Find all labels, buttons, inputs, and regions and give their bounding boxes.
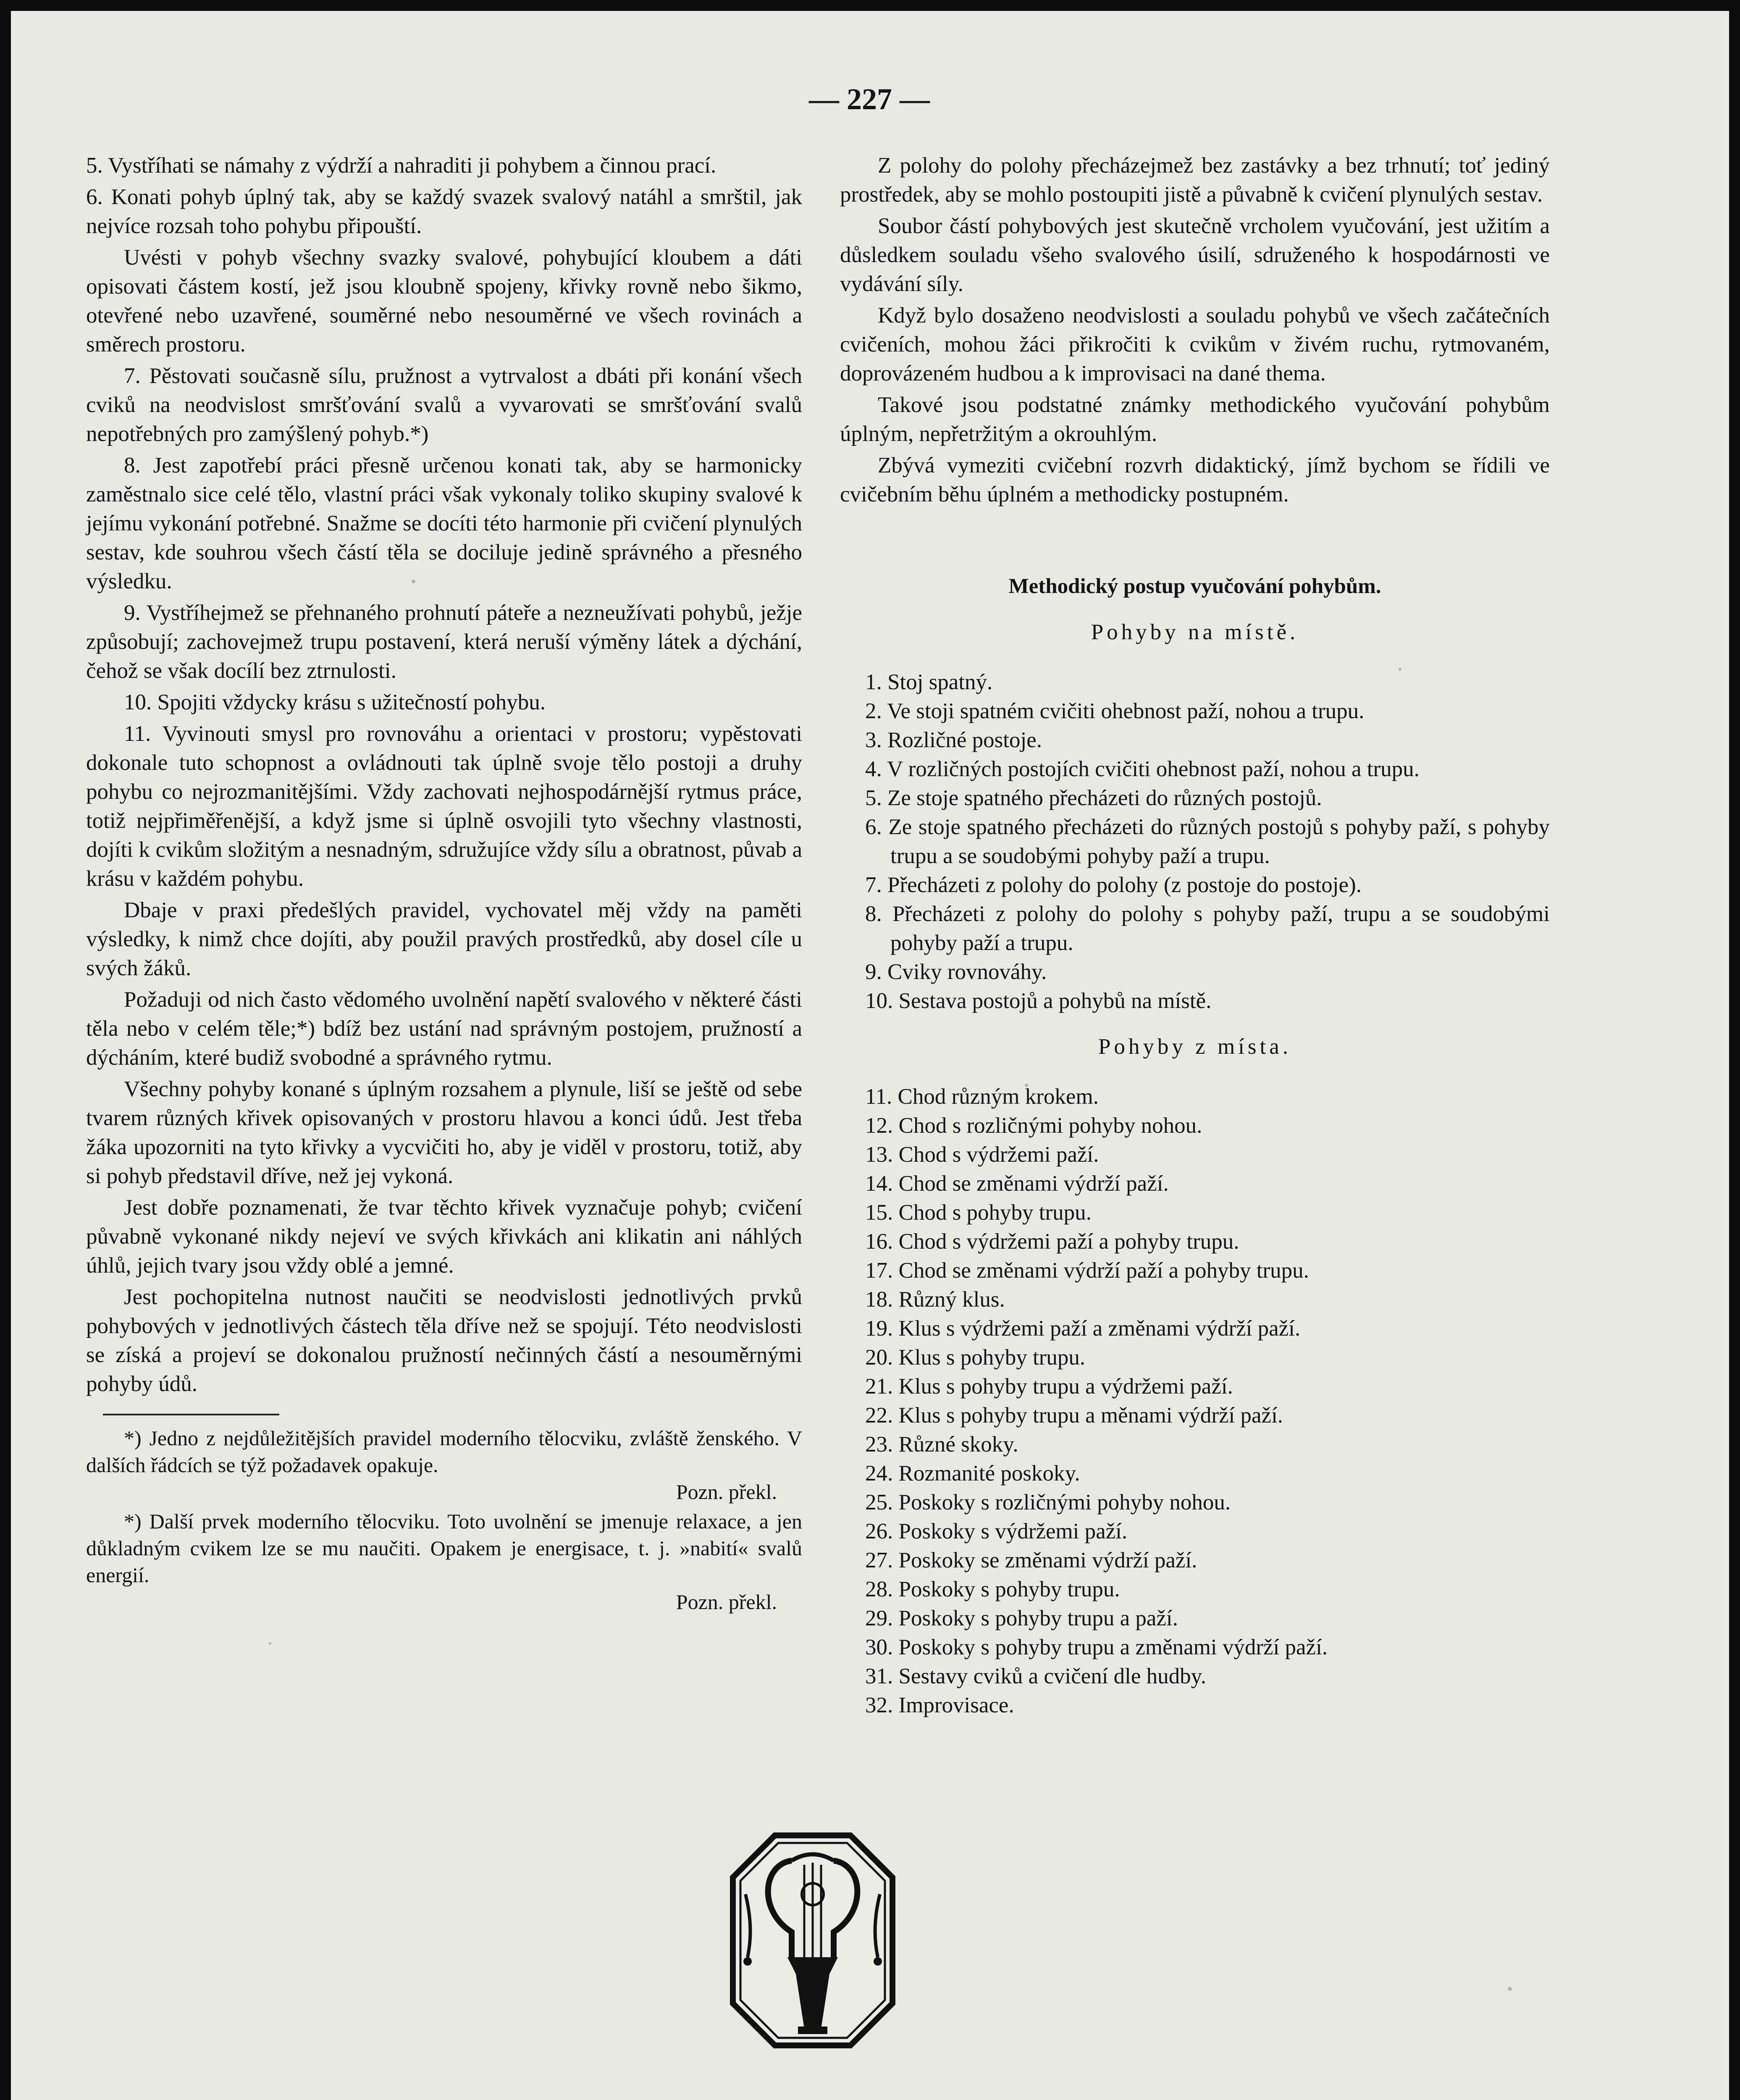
list-item: 25. Poskoky s rozličnými pohyby nohou. — [865, 1490, 1231, 1515]
right-column — [840, 151, 1550, 1720]
right-paragraph: Zbývá vymeziti cvičební rozvrh didaktický, jímž bychom se řídili ve cvičebním běhu úplném a methodicky postupném. — [840, 453, 1550, 507]
list-item: 7. Přecházeti z polohy do polohy (z postoje do postoje). — [865, 873, 1362, 897]
list-item: 9. Cviky rovnováhy. — [865, 960, 1047, 984]
footnote-signature: Pozn. překl. — [676, 1590, 777, 1614]
left-paragraph: 6. Konati pohyb úplný tak, aby se každý svazek svalový natáhl a smrštil, jak nejvíce rozsah toho pohybu připouští. — [86, 185, 802, 238]
list-item: 13. Chod s výdržemi paží. — [865, 1142, 1099, 1167]
list-item: 15. Chod s pohyby trupu. — [865, 1200, 1092, 1225]
list-item: 23. Různé skoky. — [865, 1432, 1018, 1457]
list-item: 12. Chod s rozličnými pohyby nohou. — [865, 1113, 1202, 1138]
page-number: — 227 — — [809, 82, 930, 116]
list-item: 22. Klus s pohyby trupu a měnami výdrží paží. — [865, 1403, 1283, 1428]
footnote-2 — [86, 1508, 802, 1615]
paper-speck — [1399, 668, 1401, 671]
left-paragraph: 7. Pěstovati současně sílu, pružnost a vytrvalost a dbáti při konání všech cviků na neodvislost smršťování svalů a vyvarovati se smršťování svalů nepotřebných pro zamýšlený pohyb.*) — [86, 364, 802, 446]
paper-speck — [269, 1642, 271, 1645]
left-paragraph: Všechny pohyby konané s úplným rozsahem a plynule, liší se ještě od sebe tvarem různých křivek opisovaných v prostoru hlavou a konci údů. Jest třeba žáka upozorniti na tyto křivky a vycvičiti ho, aby je viděl v prostoru, totiž, aby si pohyb představil dříve, než jej vykoná. — [86, 1077, 802, 1188]
right-paragraph: Takové jsou podstatné známky methodického vyučování pohybům úplným, nepřetržitým a okrouhlým. — [840, 393, 1550, 446]
paper-speck — [1508, 1987, 1512, 1991]
list-item: 27. Poskoky se změnami výdrží paží. — [865, 1548, 1197, 1572]
left-paragraph: 9. Vystříhejmež se přehnaného prohnutí páteře a nezneužívati pohybů, ježje způsobují; zachovejmež trupu postavení, která neruší výměny látek a dýchání, čehož se však docílí bez ztrnulosti. — [86, 601, 802, 683]
left-paragraph: 5. Vystříhati se námahy z výdrží a nahraditi ji pohybem a činnou prací. — [86, 153, 716, 178]
list-item: 19. Klus s výdržemi paží a změnami výdrží paží. — [865, 1316, 1301, 1341]
exercise-list-from-place — [840, 1082, 1550, 1720]
list-item: 8. Přecházeti z polohy do polohy s pohyby paží, trupu a se soudobými pohyby paží a trupu. — [865, 902, 1550, 955]
list-item: 3. Rozličné postoje. — [865, 728, 1042, 752]
left-paragraph: 11. Vyvinouti smysl pro rovnováhu a orientaci v prostoru; vypěstovati dokonale tuto schopnost a ovládnouti tak úplně svoje tělo postoji a druhy pohybu co nejrozmanitějšími. Vždy zachovati nejhospodárnější rytmus práce, totiž nejpřiměřenější, a když jsme si úplně osvojili tyto všechny vlastnosti, dojíti k cvikům složitým a nesnadným, sdružujíce vždy sílu a obratnost, půvab a krásu v každém pohybu. — [86, 722, 802, 891]
left-paragraph: Uvésti v pohyb všechny svazky svalové, pohybující kloubem a dáti opisovati částem kostí, jež jsou kloubně spojeny, křivky rovně nebo šikmo, otevřené nebo uzavřené, souměrné nebo nesouměrné ve všech rovinách a směrech prostoru. — [86, 245, 802, 357]
list-item: 26. Poskoky s výdržemi paží. — [865, 1519, 1128, 1544]
subheading-on-place: Pohyby na místě. — [1091, 620, 1299, 644]
footnote-text: *) Další prvek moderního tělocviku. Toto uvolnění se jmenuje relaxace, a jen důkladným cvikem lze se mu naučiti. Opakem je energisace, t. j. »nabití« svalů energií. — [86, 1509, 802, 1587]
paper-speck — [1025, 1084, 1028, 1087]
paper-speck — [412, 580, 415, 583]
list-item: 1. Stoj spatný. — [865, 670, 993, 694]
list-item: 17. Chod se změnami výdrží paží a pohyby trupu. — [865, 1258, 1309, 1283]
left-paragraph: Dbaje v praxi předešlých pravidel, vychovatel měj vždy na paměti výsledky, k nimž chce dojíti, aby použil pravých prostředků, aby dosel cíle u svých žáků. — [86, 898, 802, 980]
list-item: 31. Sestavy cviků a cvičení dle hudby. — [865, 1664, 1206, 1688]
left-column — [86, 151, 802, 1618]
left-paragraph: 8. Jest zapotřebí práci přesně určenou konati tak, aby se harmonicky zaměstnalo sice celé tělo, vlastní práci však vykonaly toliko skupiny svalové k jejímu vykonání potřebné. Snažme se docíti této harmonie při cvičení plynulých sestav, kde souhrou všech částí těla se dociluje jedině správného a přesného výsledku. — [86, 453, 802, 593]
left-paragraph: Jest pochopitelna nutnost naučiti se neodvislosti jednotlivých prvků pohybových v jednotlivých částech těla dříve než se spojují. Této neodvislosti se získá a projeví se dokonalou pružností nečinných částí a nesouměrnými pohyby údů. — [86, 1285, 802, 1396]
right-paragraph: Když bylo dosaženo neodvislosti a souladu pohybů ve všech začátečních cvičeních, mohou žáci přikročiti k cvikům v živém ruchu, rytmovaném, doprovázeném hudbou a k improvisaci na dané thema. — [840, 303, 1550, 386]
list-item: 5. Ze stoje spatného přecházeti do různých postojů. — [865, 786, 1322, 810]
list-item: 28. Poskoky s pohyby trupu. — [865, 1577, 1120, 1601]
right-paragraph: Soubor částí pohybových jest skutečně vrcholem vyučování, jest užitím a důsledkem souladu všeho svalového úsilí, sdruženého k hospodárnosti ve vydávání síly. — [840, 214, 1550, 296]
footnote-signature: Pozn. překl. — [676, 1480, 777, 1504]
subheading-from-place: Pohyby z místa. — [1098, 1034, 1292, 1059]
list-item: 11. Chod různým krokem. — [865, 1084, 1099, 1109]
right-paragraph: Z polohy do polohy přecházejmež bez zastávky a bez trhnutí; toť jediný prostředek, aby se mohlo postoupiti jistě a půvabně k cvičení plynulých sestav. — [840, 153, 1550, 207]
list-item: 21. Klus s pohyby trupu a výdržemi paží. — [865, 1374, 1233, 1399]
list-item: 29. Poskoky s pohyby trupu a paží. — [865, 1606, 1178, 1630]
list-item: 16. Chod s výdržemi paží a pohyby trupu. — [865, 1229, 1239, 1254]
list-item: 2. Ve stoji spatném cvičiti ohebnost paží, nohou a trupu. — [865, 699, 1365, 723]
list-item: 30. Poskoky s pohyby trupu a změnami výdrží paží. — [865, 1635, 1328, 1659]
list-item: 14. Chod se změnami výdrží paží. — [865, 1171, 1169, 1196]
list-item: 10. Sestava postojů a pohybů na místě. — [865, 989, 1212, 1013]
section-heading: Methodický postup vyučování pohybům. — [1008, 575, 1381, 598]
lyre-vase-emblem-icon — [729, 1831, 897, 2050]
left-paragraph: Požaduji od nich často vědomého uvolnění napětí svalového v některé části těla nebo v celém těle;*) bdíž bez ustání nad správným postojem, pružností a dýcháním, které budiž svobodné a správného rytmu. — [86, 987, 802, 1070]
footnote-rule — [103, 1414, 279, 1415]
exercise-list-on-place — [840, 668, 1550, 1016]
list-item: 18. Různý klus. — [865, 1287, 1005, 1312]
footnote-text: *) Jedno z nejdůležitějších pravidel moderního tělocviku, zvláště ženského. V dalších řádcích se týž požadavek opakuje. — [86, 1426, 802, 1477]
left-paragraph: Jest dobře poznamenati, že tvar těchto křivek vyznačuje pohyb; cvičení půvabně vykonané nikdy nejeví ve svých křivkách ani klikatin ani náhlých úhlů, jejich tvary jsou vždy oblé a jemné. — [86, 1195, 802, 1278]
list-item: 20. Klus s pohyby trupu. — [865, 1345, 1086, 1370]
list-item: 4. V rozličných postojích cvičiti ohebnost paží, nohou a trupu. — [865, 757, 1420, 781]
left-paragraph: 10. Spojiti vždycky krásu s užitečností pohybu. — [124, 690, 546, 714]
list-item: 6. Ze stoje spatného přecházeti do různých postojů s pohyby paží, s pohyby trupu a se soudobými pohyby paží a trupu. — [865, 815, 1550, 868]
footnote-1 — [86, 1425, 802, 1505]
footnotes — [86, 1414, 802, 1615]
list-item: 24. Rozmanité poskoky. — [865, 1461, 1080, 1486]
list-item: 32. Improvisace. — [865, 1693, 1014, 1717]
